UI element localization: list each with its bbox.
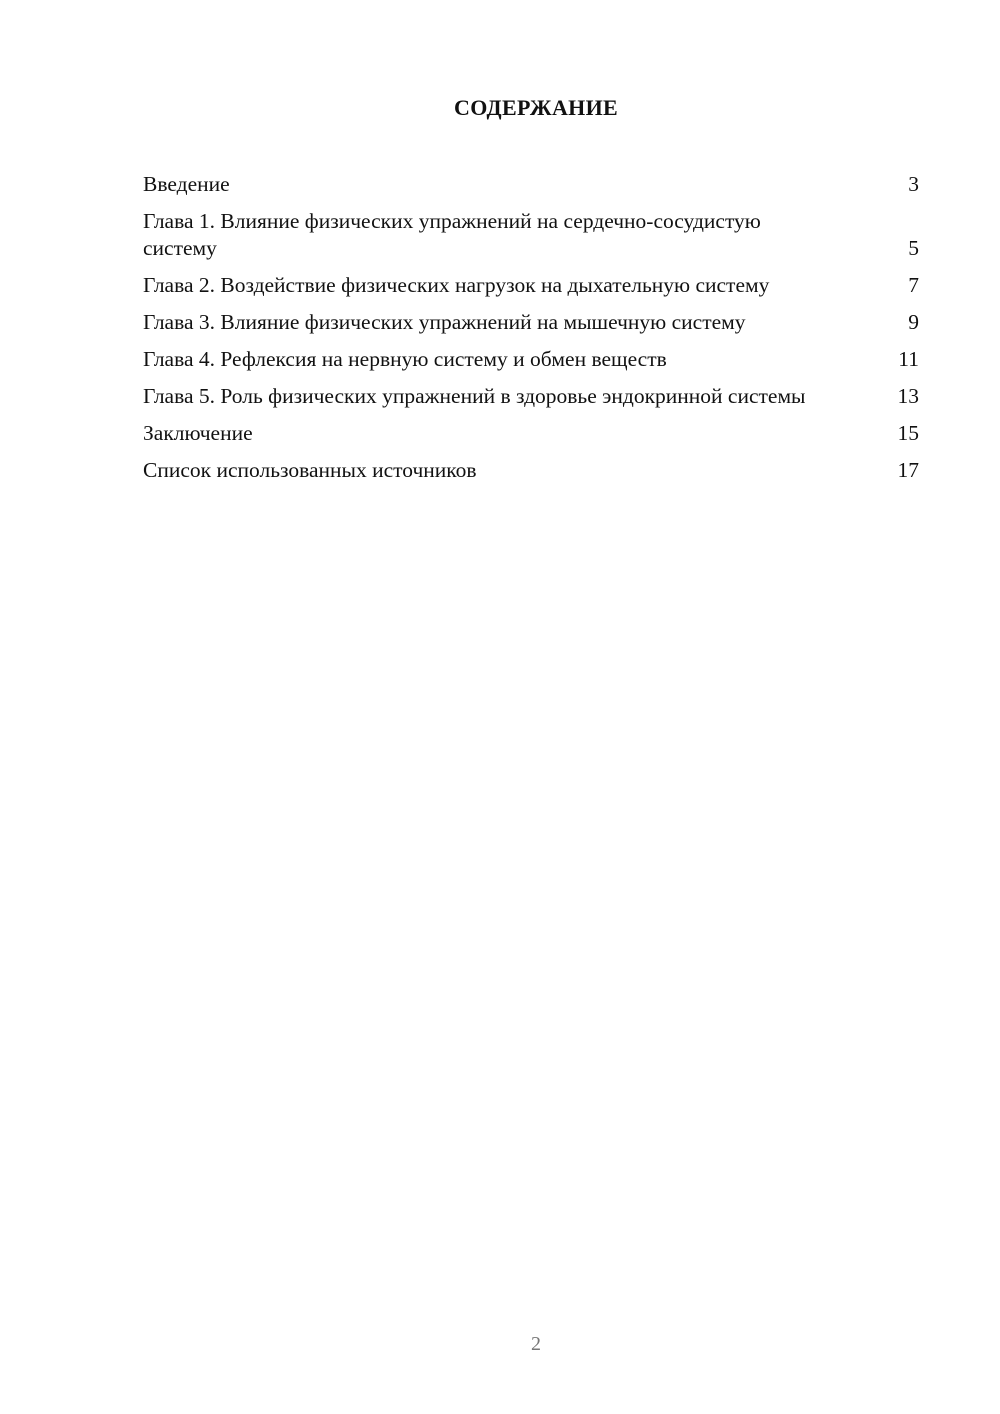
toc-entry-title: Список использованных источников [143, 458, 477, 482]
toc-entry-page: 5 [908, 236, 919, 260]
toc-entry [143, 272, 919, 299]
toc-entry [143, 208, 919, 262]
toc-entry-page: 3 [908, 172, 919, 196]
toc-entry [143, 383, 919, 410]
toc-entry [143, 420, 919, 447]
toc-entry-page: 15 [897, 421, 919, 445]
toc-entry-page: 11 [898, 347, 919, 371]
toc-entry-title: Глава 3. Влияние физических упражнений на мышечную систему [143, 310, 746, 334]
toc-entry [143, 309, 919, 336]
toc-entry-page: 13 [897, 384, 919, 408]
toc-entry-title: Заключение [143, 421, 253, 445]
toc-entry-page: 7 [908, 273, 919, 297]
toc-entry-page: 9 [908, 310, 919, 334]
toc-entry-title: Глава 4. Рефлексия на нервную систему и обмен веществ [143, 347, 667, 371]
toc-entry-title: Глава 5. Роль физических упражнений в здоровье эндокринной системы [143, 384, 806, 408]
page-number: 2 [531, 1333, 541, 1355]
toc-entry-title: Глава 2. Воздействие физических нагрузок на дыхательную систему [143, 273, 770, 297]
page-title: СОДЕРЖАНИЕ [454, 95, 618, 120]
toc-entry [143, 171, 919, 198]
toc-entry-title: Введение [143, 172, 230, 196]
table-of-contents [143, 171, 919, 494]
toc-entry-page: 17 [897, 458, 919, 482]
toc-entry-title: Глава 1. Влияние физических упражнений на сердечно-сосудистую систему [143, 209, 761, 260]
toc-entry [143, 346, 919, 373]
toc-entry [143, 457, 919, 484]
